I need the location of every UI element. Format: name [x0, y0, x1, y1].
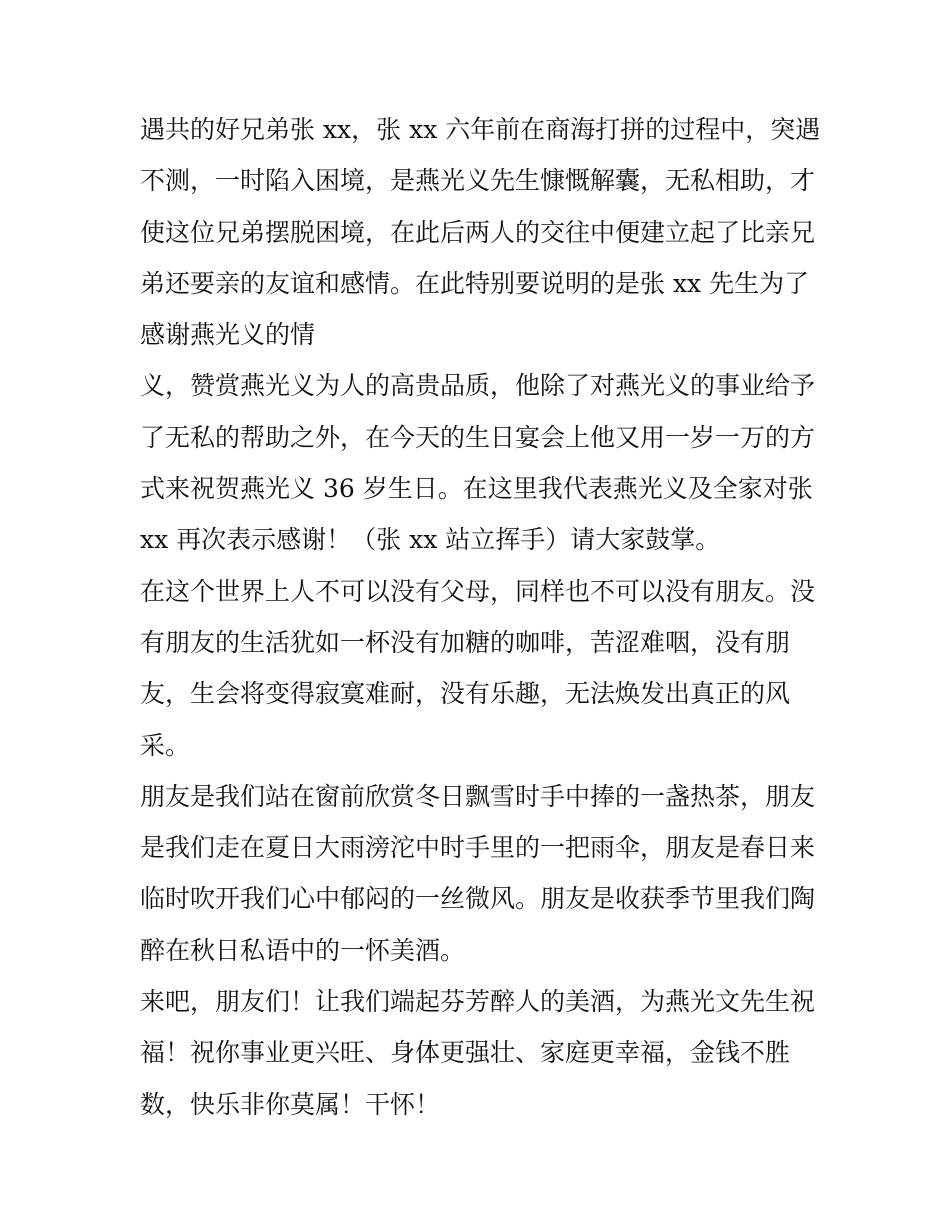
text-line: 遇共的好兄弟张 xx，张 xx 六年前在商海打拼的过程中，突遇 [140, 115, 821, 144]
text-line: 不测，一时陷入困境，是燕光义先生慷慨解囊，无私相助，才 [140, 166, 816, 196]
text-line: 是我们走在夏日大雨滂沱中时手里的一把雨伞，朋友是春日来 [140, 833, 816, 863]
document-body [140, 104, 821, 1130]
text-line: 友，生会将变得寂寞难耐，没有乐趣，无法焕发出真正的风 [140, 679, 791, 709]
text-line: 感谢燕光义的情 [140, 320, 316, 350]
text-line: 朋友是我们站在窗前欣赏冬日飘雪时手中捧的一盏热茶，朋友 [140, 781, 816, 811]
text-line: 使这位兄弟摆脱困境，在此后两人的交往中便建立起了比亲兄 [140, 217, 816, 247]
text-line: 来吧，朋友们！让我们端起芬芳醉人的美酒，为燕光文先生祝 [140, 987, 816, 1017]
text-line: 了无私的帮助之外，在今天的生日宴会上他又用一岁一万的方 [140, 422, 816, 452]
text-line: 义，赞赏燕光义为人的高贵品质，他除了对燕光义的事业给予 [140, 371, 816, 401]
text-line: 醉在秋日私语中的一怀美酒。 [140, 935, 466, 965]
text-line: 弟还要亲的友谊和感情。在此特别要说明的是张 xx 先生为了 [140, 268, 810, 298]
text-line: xx 再次表示感谢！（张 xx 站立挥手）请大家鼓掌。 [140, 525, 721, 555]
text-line: 福！祝你事业更兴旺、身体更强壮、家庭更幸福，金钱不胜 [140, 1038, 791, 1068]
text-line: 临时吹开我们心中郁闷的一丝微风。朋友是收获季节里我们陶 [140, 884, 816, 914]
text-line: 式来祝贺燕光义 36 岁生日。在这里我代表燕光义及全家对张 [140, 474, 813, 504]
text-line: 在这个世界上人不可以没有父母，同样也不可以没有朋友。没 [140, 576, 816, 606]
text-line: 数，快乐非你莫属！干怀！ [140, 1089, 441, 1119]
text-line: 采。 [140, 730, 191, 760]
text-line: 有朋友的生活犹如一杯没有加糖的咖啡，苦涩难咽，没有朋 [140, 627, 791, 657]
